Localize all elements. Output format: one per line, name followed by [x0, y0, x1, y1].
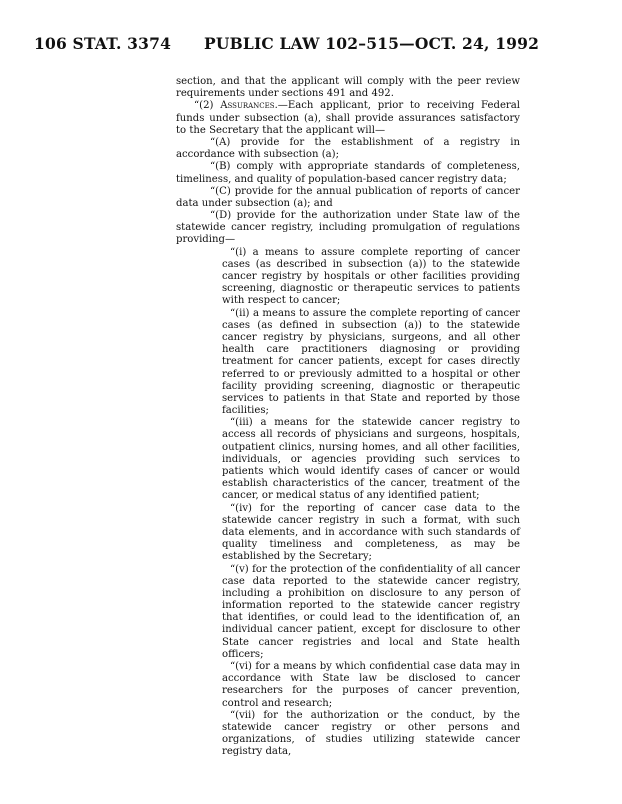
clause-vi: “(vi) for a means by which confidential case data may in accordance with State law be disclosed to cancer researchers for the purposes of cancer prevention, control and research;: [222, 661, 520, 709]
statute-citation: 106 STAT. 3374: [34, 34, 172, 53]
subparagraph-b: “(B) comply with appropriate standards of completeness, timeliness, and quality of population-based cancer registry data;: [176, 161, 520, 185]
subparagraph-c: “(C) provide for the annual publication of reports of cancer data under subsection (a); and: [176, 185, 520, 209]
clause-iv: “(iv) for the reporting of cancer case data to the statewide cancer registry in such a format, with such data elements, and in accordance with such standards of quality timeliness and completeness, as may be established by the Secretary;: [222, 502, 520, 563]
assurances-text: funds under subsection (a), shall provide assurances satisfactory to the Secretary that the applicant will—: [176, 112, 520, 136]
clause-v: “(v) for the protection of the confidentiality of all cancer case data reported to the statewide cancer registry, including a prohibition on disclosure to any person of information reported to the statewide cancer registry that identifies, or could lead to the identification of, an individual cancer patient, except for disclosure to other State cancer registries and local and State health officers;: [222, 563, 520, 660]
assurances-lead: .—Each applicant, prior to receiving Federal: [274, 100, 520, 112]
clause-i: “(i) a means to assure complete reporting of cancer cases (as described in subsection (a)) to the statewide cancer registry by hospitals or other facilities providing screening, diagnostic or therapeutic services to patients with respect to cancer;: [222, 246, 520, 307]
clause-ii: “(ii) a means to assure the complete reporting of cancer cases (as defined in subsection (a)) to the statewide cancer registry by physicians, surgeons, and all other health care practitioners diagnosing or providing treatment for cancer patients, except for cases directly referred to or previously admitted to a hospital or other facility providing screening, diagnostic or therapeutic services to patients in that State and reported by those facilities;: [222, 307, 520, 417]
assurances-heading: Assurances: [220, 100, 275, 112]
clause-vii: “(vii) for the authorization or the conduct, by the statewide cancer registry or other persons and organizations, of studies utilizing statewide cancer registry data,: [222, 709, 520, 758]
page-header: [0, 34, 622, 58]
document-body: [176, 76, 520, 759]
paragraph-assurances: [176, 100, 520, 137]
subparagraph-d: “(D) provide for the authorization under State law of the statewide cancer registry, including promulgation of regulations providing—: [176, 210, 520, 246]
subparagraph-a: “(A) provide for the establishment of a registry in accordance with subsection (a);: [176, 136, 520, 161]
public-law-title: PUBLIC LAW 102–515—OCT. 24, 1992: [204, 34, 540, 53]
clause-iii: “(iii) a means for the statewide cancer registry to access all records of physicians and surgeons, hospitals, outpatient clinics, nursing homes, and all other facilities, individuals, or agencies providing such services to patients which would identify cases of cancer or would establish characteristics of the cancer, treatment of the cancer, or medical status of any identified patient;: [222, 417, 520, 502]
assurances-number: “(2): [194, 100, 221, 112]
paragraph-intro: section, and that the applicant will comply with the peer review requirements under sections 491 and 492.: [176, 76, 520, 100]
